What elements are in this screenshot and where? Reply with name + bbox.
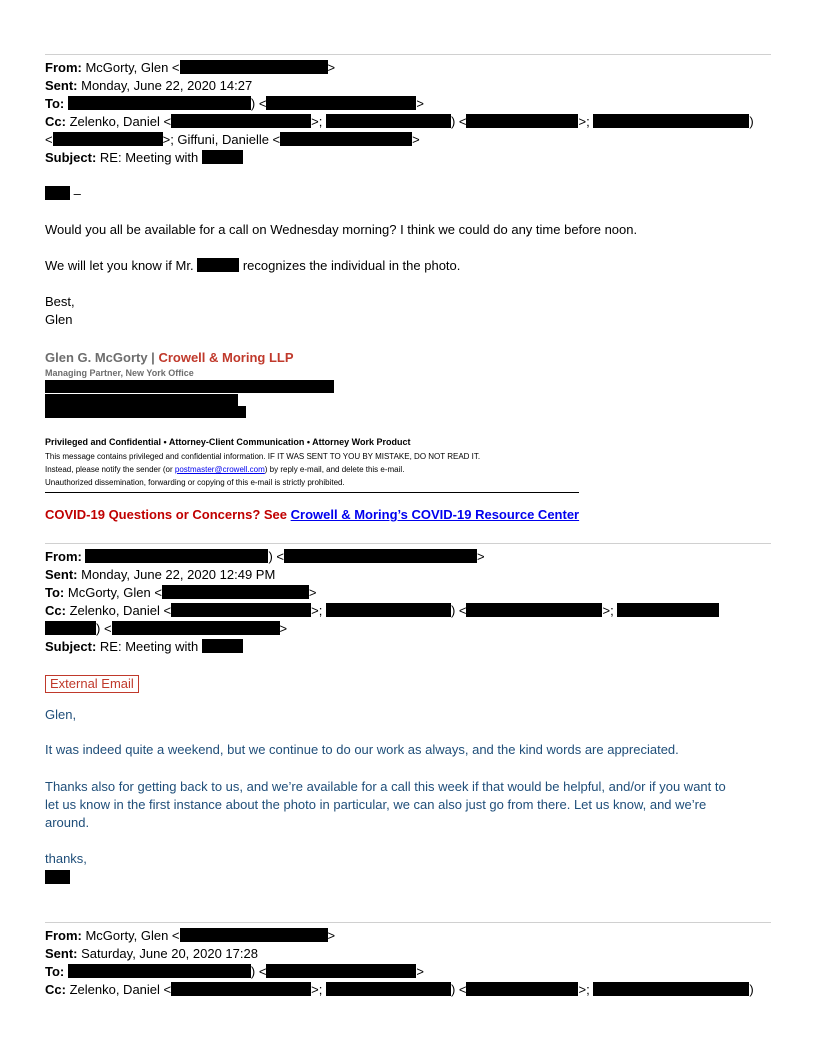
email3-to-row: To: ) < > [45, 964, 425, 979]
email1-from-row: From: McGorty, Glen < > [45, 60, 336, 75]
divider [45, 54, 771, 55]
email2-from-row: From: ) < > [45, 549, 485, 564]
redaction [326, 982, 451, 996]
redaction [284, 549, 477, 563]
redaction [202, 150, 243, 164]
signature-rule [45, 492, 579, 493]
covid-notice [45, 507, 579, 522]
to-value: McGorty, Glen < [67, 585, 162, 600]
dash: – [73, 186, 81, 201]
from-value: McGorty, Glen < [85, 928, 180, 943]
disclaimer-text: Instead, please notify the sender (or [45, 465, 173, 474]
disclaimer-heading: Privileged and Confidential • Attorney-Client Communication • Attorney Work Product [45, 437, 411, 447]
email1-subject-row [45, 149, 243, 167]
email2-body-2-line-3: around. [45, 815, 90, 830]
redaction [180, 60, 328, 74]
redaction [180, 928, 328, 942]
redaction [617, 603, 719, 617]
redaction [112, 621, 280, 635]
email2-sent-row [45, 566, 275, 584]
sent-value: Monday, June 22, 2020 12:49 PM [81, 567, 276, 582]
subject-label: Subject: [45, 639, 97, 654]
signature-firm: Crowell & Moring LLP [158, 350, 294, 365]
redaction [45, 870, 70, 884]
email2-body-2-line-2: let us know in the first instance about the photo in particular, we can also just go from there. Let us know, and we’re [45, 797, 707, 812]
redaction [171, 982, 311, 996]
email3-sent-row [45, 945, 258, 963]
email2-closing: thanks, [45, 851, 87, 866]
sent-value: Saturday, June 20, 2020 17:28 [81, 946, 258, 961]
postmaster-email-link[interactable]: postmaster@crowell.com [174, 465, 265, 474]
sent-label: Sent: [45, 567, 78, 582]
disclaimer-line-3: Unauthorized dissemination, forwarding or copying of this e-mail is strictly prohibited. [45, 478, 345, 487]
email2-cc-row: Cc: Zelenko, Daniel < >; ) < >; [45, 602, 719, 620]
redaction [326, 114, 451, 128]
redaction [266, 964, 416, 978]
to-label: To: [45, 964, 65, 979]
divider [45, 922, 771, 923]
redaction [45, 406, 246, 418]
redaction [466, 982, 578, 996]
redaction [68, 96, 251, 110]
email1-closing: Best, [45, 294, 75, 309]
cc-value: Zelenko, Daniel < [69, 982, 172, 997]
covid-text: COVID-19 Questions or Concerns? See [45, 507, 288, 522]
subject-label: Subject: [45, 150, 97, 165]
email1-body-1: Would you all be available for a call on Wednesday morning? I think we could do any time before noon. [45, 222, 638, 237]
redaction [266, 96, 416, 110]
sent-value: Monday, June 22, 2020 14:27 [81, 78, 253, 93]
redaction [45, 380, 334, 393]
redaction [53, 132, 163, 146]
email1-salutation [45, 185, 81, 203]
redaction [45, 186, 70, 200]
redaction [466, 603, 602, 617]
subject-value: RE: Meeting with [99, 150, 199, 165]
cc-label: Cc: [45, 603, 66, 618]
cc-value: Zelenko, Daniel < [69, 114, 172, 129]
email1-sent-row [45, 77, 252, 95]
email1-body-2 [45, 257, 460, 275]
email1-cc-row: Cc: Zelenko, Daniel < >; ) < >; ) [45, 114, 754, 129]
redaction [85, 549, 268, 563]
cc-label: Cc: [45, 114, 66, 129]
redaction [326, 603, 451, 617]
redaction [171, 114, 311, 128]
redaction [162, 585, 309, 599]
cc-value: Zelenko, Daniel < [69, 603, 172, 618]
external-email-tag: External Email [45, 675, 139, 693]
email2-subject-row [45, 638, 243, 656]
cc2-value: ; Giffuni, Danielle < [170, 132, 281, 147]
email2-cc-row-2: ) < > [45, 620, 287, 638]
email2-body-2-line-1: Thanks also for getting back to us, and we’re available for a call this week if that would be helpful, and/or if you want to [45, 779, 726, 794]
email3-from-row: From: McGorty, Glen < > [45, 928, 336, 943]
email1-cc-row-2: < >; Giffuni, Danielle < > [45, 132, 420, 147]
signature-name [45, 350, 294, 365]
email3-cc-row: Cc: Zelenko, Daniel < >; ) < >; ) [45, 982, 754, 997]
disclaimer-line-2 [45, 463, 404, 476]
redaction [45, 621, 96, 635]
sent-label: Sent: [45, 78, 78, 93]
disclaimer-text: ) by reply e-mail, and delete this e-mail. [264, 465, 405, 474]
from-label: From: [45, 549, 82, 564]
email2-body-1: It was indeed quite a weekend, but we continue to do our work as always, and the kind words are appreciated. [45, 742, 679, 757]
disclaimer-line-1: This message contains privileged and confidential information. IF IT WAS SENT TO YOU BY MISTAKE, DO NOT READ IT. [45, 452, 481, 461]
covid-resource-link[interactable]: Crowell & Moring’s COVID-19 Resource Center [290, 507, 580, 522]
redaction [593, 114, 749, 128]
redaction [171, 603, 311, 617]
sent-label: Sent: [45, 946, 78, 961]
signature-person: Glen G. McGorty | [45, 350, 155, 365]
redaction [593, 982, 749, 996]
from-label: From: [45, 928, 82, 943]
redaction [466, 114, 578, 128]
cc-label: Cc: [45, 982, 66, 997]
body-text: We will let you know if Mr. [45, 258, 194, 273]
from-value: McGorty, Glen < [85, 60, 180, 75]
redaction [197, 258, 239, 272]
subject-value: RE: Meeting with [99, 639, 199, 654]
redaction [202, 639, 243, 653]
body-text: recognizes the individual in the photo. [242, 258, 461, 273]
email2-to-row: To: McGorty, Glen < > [45, 585, 317, 600]
divider [45, 543, 771, 544]
email2-greeting: Glen, [45, 707, 77, 722]
to-label: To: [45, 96, 65, 111]
email1-sender-name: Glen [45, 312, 73, 327]
redaction [280, 132, 412, 146]
redaction [68, 964, 251, 978]
signature-title: Managing Partner, New York Office [45, 368, 194, 378]
email1-to-row: To: ) < > [45, 96, 425, 111]
to-label: To: [45, 585, 65, 600]
from-label: From: [45, 60, 82, 75]
